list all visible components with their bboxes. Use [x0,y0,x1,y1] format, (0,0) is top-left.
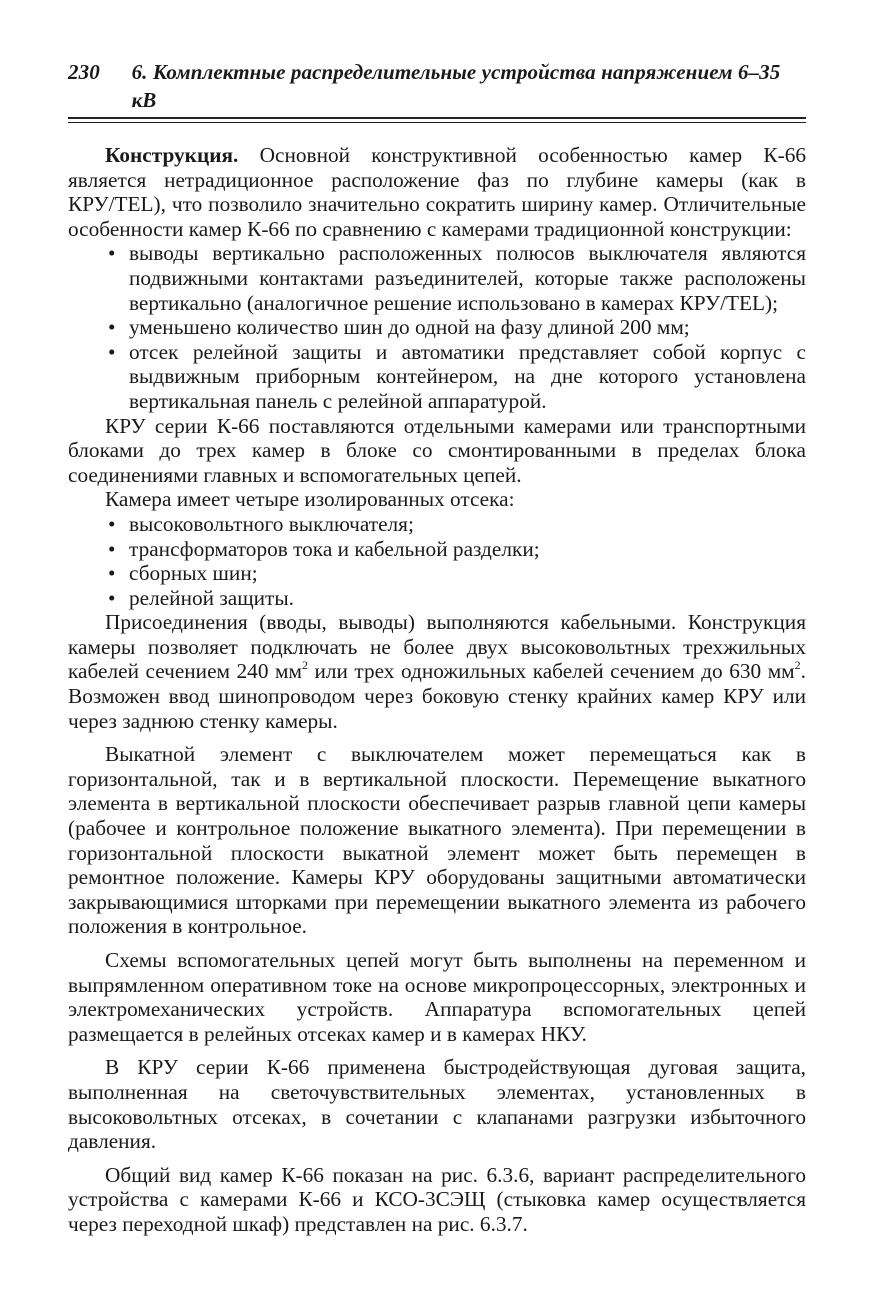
section-heading: Конструкция. [105,143,239,167]
page-number: 230 [68,60,100,84]
list-item: • сборных шин; [68,561,806,586]
list-item: • отсек релейной защиты и автоматики представляет собой корпус с выдвижным приборным контейнером, на дне которого установлена вертикальная панель с релейной аппаратурой. [68,340,806,414]
paragraph-withdrawable-element: Выкатной элемент с выключателем может перемещаться как в горизонтальной, так и в вертикальной плоскости. Перемещение выкатного элемента в вертикальной плоскости обеспечивает разрыв главной цепи камеры (рабочее и контрольное положение выкатного элемента). При перемещении в горизонтальной плоскости выкатной элемент может быть перемещен в ремонтное положение. Камеры КРУ оборудованы защитными автоматически закрывающимися шторками при перемещении выкатного элемента из рабочего положения в контрольное. [68,742,806,939]
book-page [68,58,806,1237]
list-item: • релейной защиты. [68,586,806,611]
paragraph-compartments-intro: Камера имеет четыре изолированных отсека: [105,487,515,512]
text-fragment: . Возможен ввод шинопроводом через боковую стенку крайних камер КРУ или через заднюю стенку камеры. [68,659,806,733]
chapter-title: 6. Комплектные распределительные устройства напряжением 6–35 кВ [131,60,781,112]
list-item: • трансформаторов тока и кабельной разделки; [68,537,806,562]
text-fragment: или трех одножильных кабелей сечением до 630 мм [307,659,795,684]
paragraph-auxiliary-circuits: Схемы вспомогательных цепей могут быть выполнены на переменном и выпрямленном оперативном токе на основе микропроцессорных, электронных и электромеханических устройств. Аппаратура вспомогательных цепей размещается в релейных отсеках камер и в камерах НКУ. [68,948,806,1046]
body-text [68,143,806,1237]
paragraph-text: Основной конструктивной особенностью камер К-66 является нетрадиционное расположение фаз по глубине камеры (как в КРУ/TEL), что позволило значительно сократить ширину камер. Отличительные особенности камер К-66 по сравнению с камерами традиционной конструкции: [68,143,806,241]
superscript: 2 [301,658,308,673]
paragraph-construction [68,143,806,241]
header-rule [68,117,806,123]
paragraph-connections [68,610,806,733]
features-list [68,241,806,413]
list-item: • уменьшено количество шин до одной на фазу длиной 200 мм; [68,315,806,340]
text-fragment: Присоединения (вводы, выводы) выполняются кабельными. Конструкция камеры позволяет подключать не более двух высоковольтных трехжильных кабелей сечением 240 мм [68,610,806,684]
running-head [68,58,806,114]
paragraph-general-view: Общий вид камер К-66 показан на рис. 6.3.6, вариант распределительного устройства с камерами К-66 и КСО-3СЭЩ (стыковка камер осуществляется через переходной шкаф) представлен на рис. 6.3.7. [68,1162,806,1236]
list-item: • высоковольтного выключателя; [68,512,806,537]
paragraph-delivery: КРУ серии К-66 поставляются отдельными камерами или транспортными блоками до трех камер в блоке со смонтированными в пределах блока соединениями главных и вспомогательных цепей. [68,413,806,487]
superscript: 2 [794,658,801,673]
list-item: • выводы вертикально расположенных полюсов выключателя являются подвижными контактами разъединителей, которые также расположены вертикально (аналогичное решение использовано в камерах КРУ/TEL); [68,241,806,315]
paragraph-arc-protection: В КРУ серии К-66 применена быстродействующая дуговая защита, выполненная на светочувствительных элементах, установленных в высоковольтных отсеках, в сочетании с клапанами разгрузки избыточного давления. [68,1055,806,1154]
compartments-list [68,512,806,610]
